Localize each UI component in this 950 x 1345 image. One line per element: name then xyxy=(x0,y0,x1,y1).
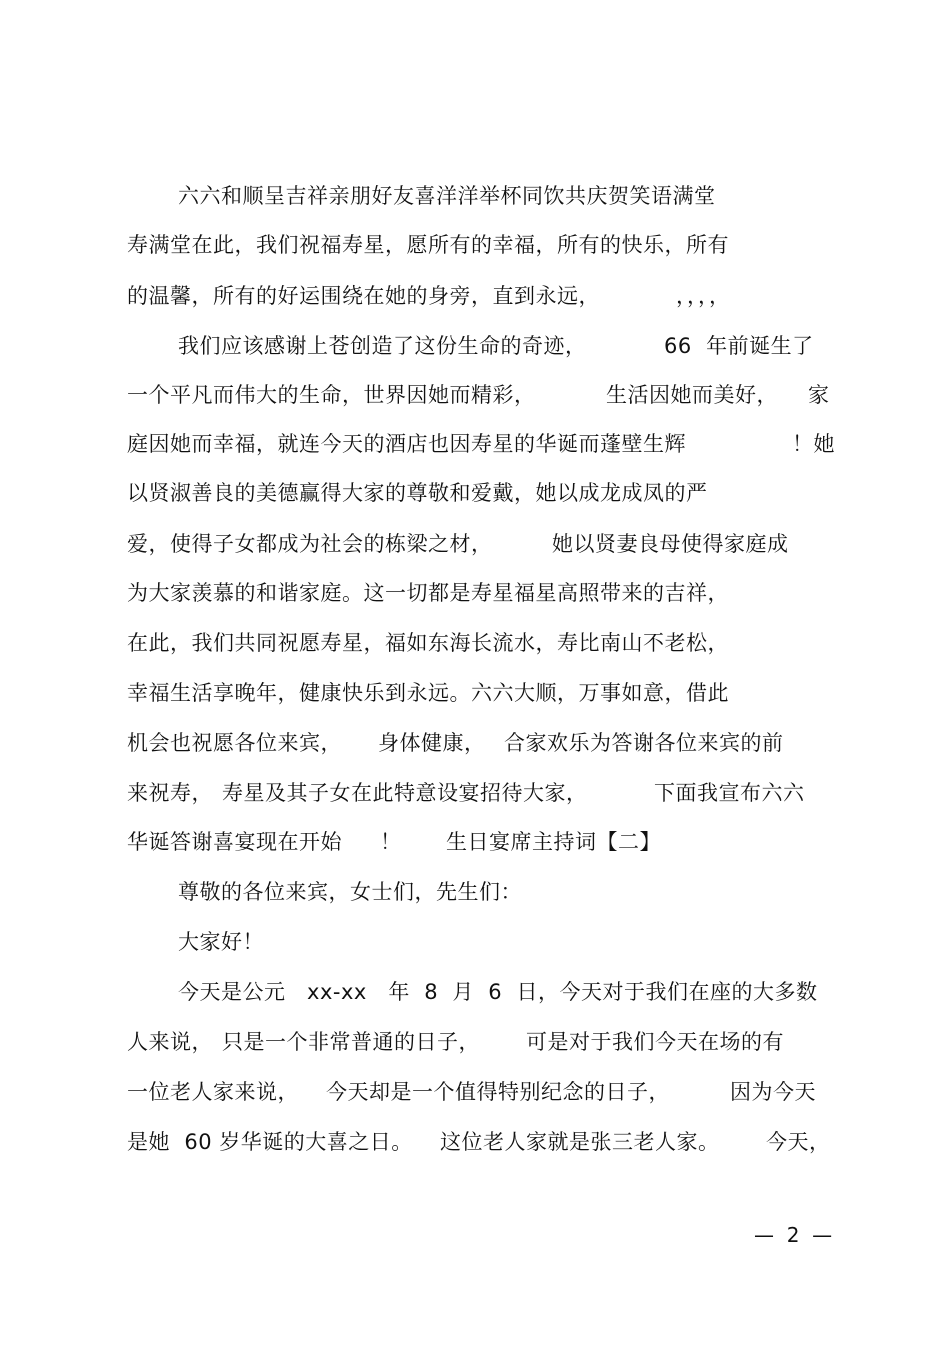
text-line: ！ xyxy=(380,830,402,854)
text-line: 今天， xyxy=(766,1130,831,1154)
text-line: 可是对于我们今天在场的有 xyxy=(526,1030,784,1054)
text-line: 今天却是一个值得特别纪念的日子， xyxy=(326,1080,670,1104)
section-heading: 生日宴席主持词【二】 xyxy=(446,830,661,854)
text-line: 来祝寿， xyxy=(127,781,213,805)
page-number: — 2 — xyxy=(754,1223,833,1247)
text-line: 这位老人家就是张三老人家。 xyxy=(440,1130,720,1154)
text-line: 是她 60 岁华诞的大喜之日。 xyxy=(127,1130,413,1154)
text-line: 下面我宣布六六 xyxy=(654,781,805,805)
text-line: ，，，， xyxy=(676,284,731,308)
text-line: 人来说， xyxy=(127,1030,213,1054)
text-line: 机会也祝愿各位来宾， xyxy=(127,731,342,755)
text-line: 寿满堂在此，我们祝福寿星，愿所有的幸福，所有的快乐，所有 xyxy=(127,233,729,257)
text-line: 因为今天 xyxy=(730,1080,816,1104)
text-line: 66 年前诞生了 xyxy=(664,334,814,358)
text-line: 以贤淑善良的美德赢得大家的尊敬和爱戴，她以成龙成凤的严 xyxy=(127,481,708,505)
text-line: 一个平凡而伟大的生命，世界因她而精彩， xyxy=(127,383,536,407)
text-line: 我们应该感谢上苍创造了这份生命的奇迹， xyxy=(178,334,587,358)
salutation: 尊敬的各位来宾，女士们，先生们： xyxy=(178,880,522,904)
text-line: 庭因她而幸福，就连今天的酒店也因寿星的华诞而蓬壁生辉 xyxy=(127,432,686,456)
text-line: 今天是公元 xx-xx 年 8 月 6 日，今天对于我们在座的大多数 xyxy=(178,980,818,1004)
text-line: ！她 xyxy=(792,432,835,456)
text-line: 华诞答谢喜宴现在开始 xyxy=(127,830,342,854)
text-line: 在此，我们共同祝愿寿星，福如东海长流水，寿比南山不老松， xyxy=(127,631,729,655)
text-line: 爱，使得子女都成为社会的栋梁之材， xyxy=(127,532,493,556)
text-line: 一位老人家来说， xyxy=(127,1080,299,1104)
text-line: 的温馨，所有的好运围绕在她的身旁，直到永远， xyxy=(127,284,600,308)
text-line: 她以贤妻良母使得家庭成 xyxy=(552,532,789,556)
greeting: 大家好！ xyxy=(178,930,264,954)
text-line: 只是一个非常普通的日子， xyxy=(222,1030,480,1054)
text-line: 身体健康， xyxy=(378,731,486,755)
text-line: 合家欢乐为答谢各位来宾的前 xyxy=(504,731,784,755)
text-line: 六六和顺呈吉祥亲朋好友喜洋洋举杯同饮共庆贺笑语满堂 xyxy=(178,184,716,208)
text-line: 幸福生活享晚年，健康快乐到永远。六六大顺，万事如意，借此 xyxy=(127,681,729,705)
text-line: 家 xyxy=(808,383,830,407)
text-line: 生活因她而美好， xyxy=(606,383,778,407)
text-line: 为大家羡慕的和谐家庭。这一切都是寿星福星高照带来的吉祥， xyxy=(127,581,729,605)
text-line: 寿星及其子女在此特意设宴招待大家， xyxy=(222,781,588,805)
